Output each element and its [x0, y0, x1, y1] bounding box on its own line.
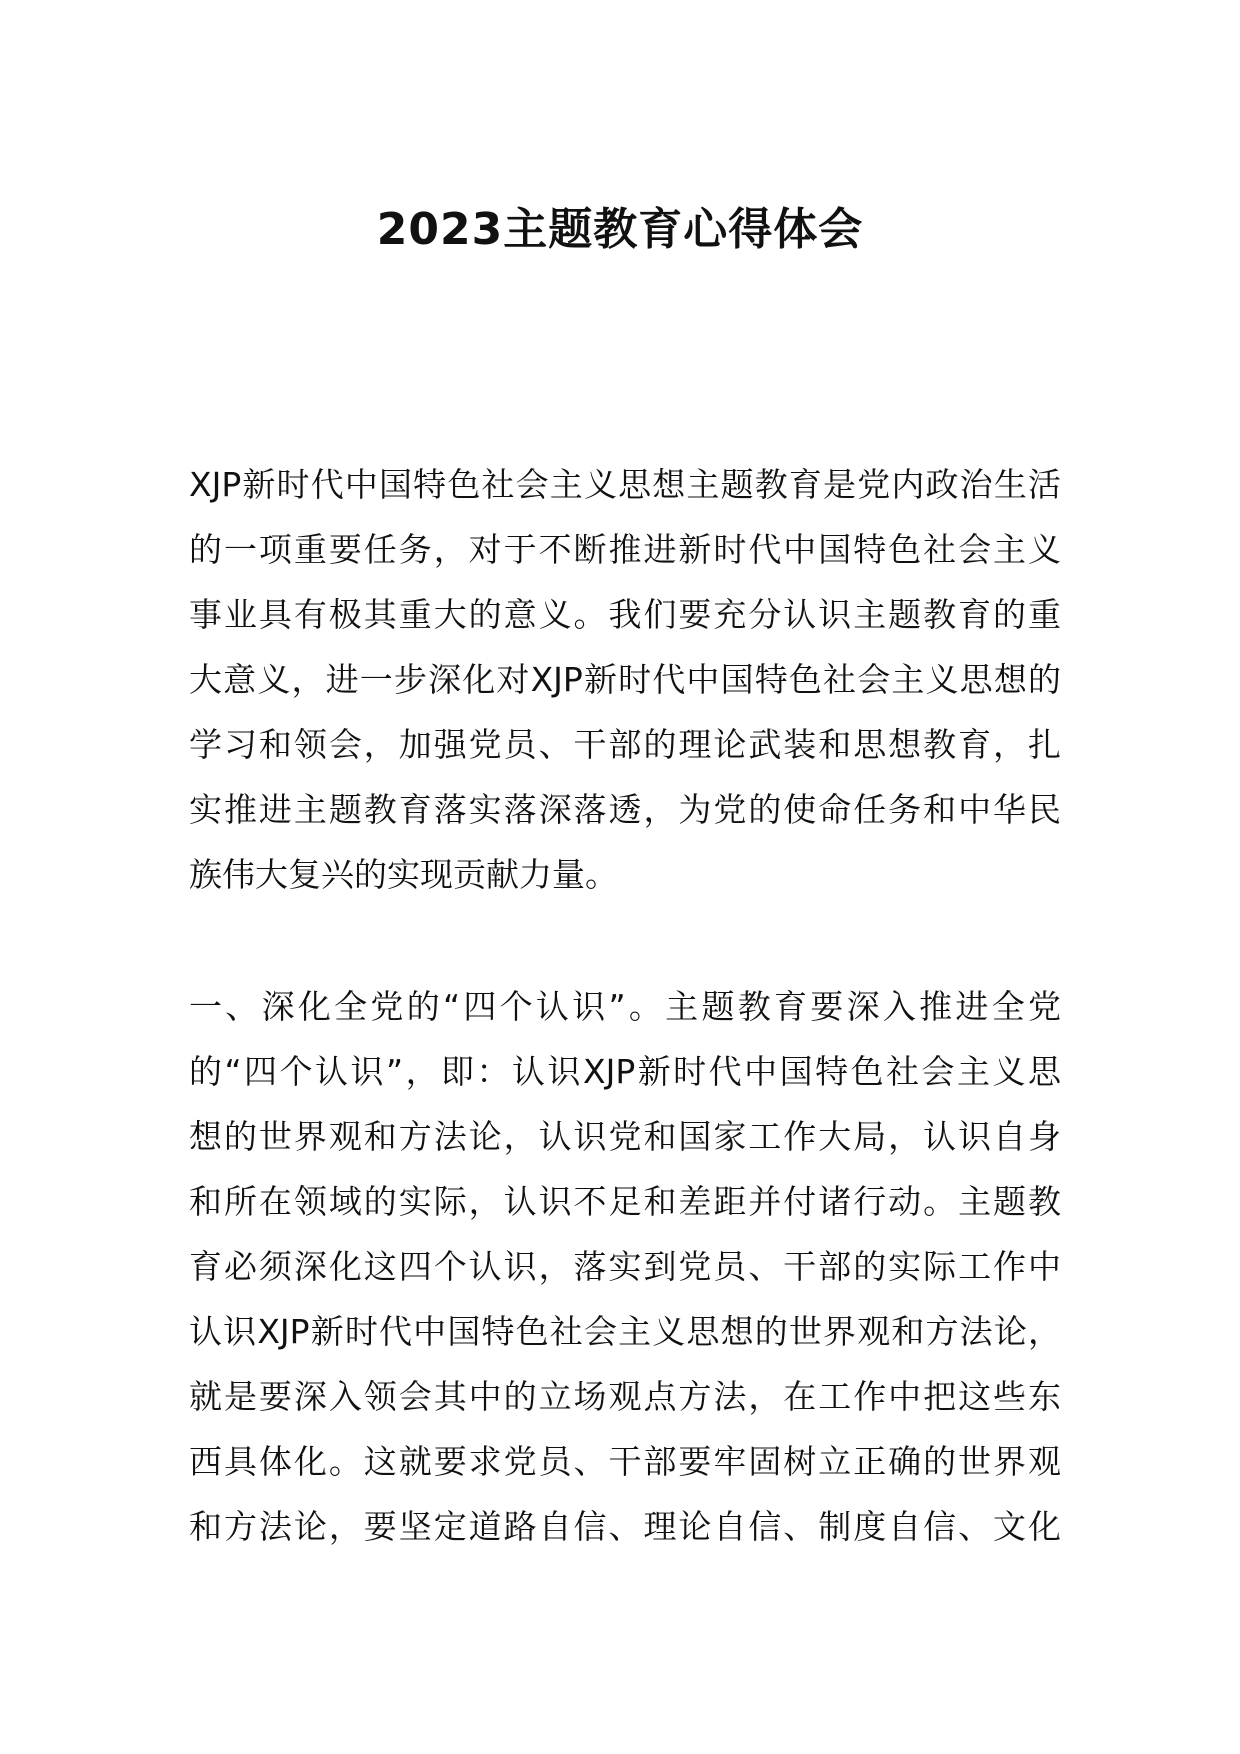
text-line: 想的世界观和方法论，认识党和国家工作大局，认识自身: [189, 1117, 1061, 1156]
text-line: 就是要深入领会其中的立场观点方法，在工作中把这些东: [189, 1377, 1061, 1416]
text-line: 西具体化。这就要求党员、干部要牢固树立正确的世界观: [189, 1442, 1061, 1481]
text-line: 事业具有极其重大的意义。我们要充分认识主题教育的重: [189, 595, 1061, 634]
document-title: 2023主题教育心得体会: [376, 204, 864, 255]
text-line: 一、深化全党的“四个认识”。主题教育要深入推进全党: [189, 987, 1061, 1026]
paragraph-intro: [189, 452, 1061, 907]
text-line: 育必须深化这四个认识，落实到党员、干部的实际工作中: [189, 1247, 1061, 1286]
text-line: XJP新时代中国特色社会主义思想主题教育是党内政治生活: [189, 465, 1061, 504]
text-line: 学习和领会，加强党员、干部的理论武装和思想教育，扎: [189, 725, 1061, 764]
text-line: 实推进主题教育落实落深落透，为党的使命任务和中华民: [189, 790, 1061, 829]
text-line: 和所在领域的实际，认识不足和差距并付诸行动。主题教: [189, 1182, 1061, 1221]
text-line: 大意义，进一步深化对XJP新时代中国特色社会主义思想的: [189, 660, 1061, 699]
paragraph-section-one: [189, 974, 1061, 1559]
text-line: 的一项重要任务，对于不断推进新时代中国特色社会主义: [189, 530, 1061, 569]
text-line: 和方法论，要坚定道路自信、理论自信、制度自信、文化: [189, 1507, 1061, 1546]
text-line: 认识XJP新时代中国特色社会主义思想的世界观和方法论，: [189, 1312, 1061, 1351]
text-line: 族伟大复兴的实现贡献力量。: [189, 855, 618, 894]
text-line: 的“四个认识”，即：认识XJP新时代中国特色社会主义思: [189, 1052, 1061, 1091]
